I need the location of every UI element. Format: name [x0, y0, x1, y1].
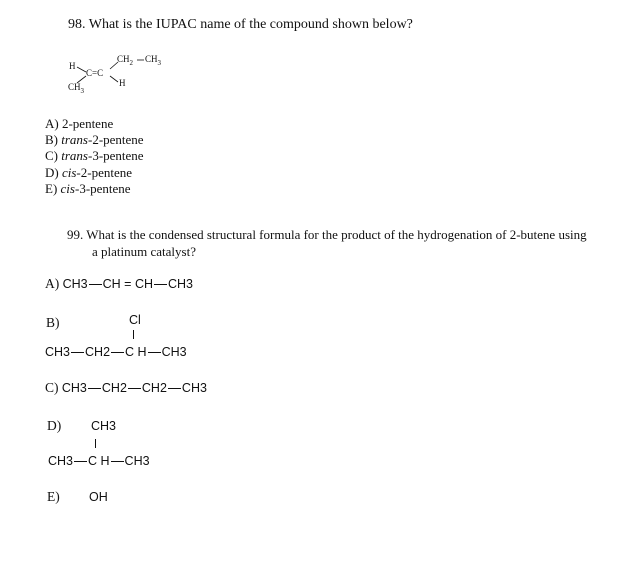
question-99-text: 99. What is the condensed structural formula for the product of the hydrogenation of 2-butene using a platinum catalyst?: [67, 227, 587, 259]
q99-answer-b-vertical-bond: [133, 330, 134, 339]
q98-answer-c: C) trans-3-pentene: [45, 148, 144, 163]
alkene-structure: [62, 52, 172, 96]
q98-answer-b: B) trans-2-pentene: [45, 132, 144, 147]
ch2-label: $CH_2$: [117, 54, 134, 67]
q99-answer-d-letter: D): [47, 418, 62, 433]
q99-answer-d-chain: CH3 C H CH3: [48, 454, 150, 468]
q99-answer-b-chain: CH3 CH2 C H CH3: [45, 345, 187, 359]
q99-answer-c: C) CH3 CH2 CH2 CH3: [45, 380, 207, 395]
q98-answer-e: E) cis-3-pentene: [45, 181, 131, 196]
c-double-bond-c: C=C: [86, 68, 104, 78]
ch3-left-label: $CH_3$: [68, 82, 85, 95]
h-left-label: H: [69, 61, 76, 71]
ch3-right-label: $CH_3$: [145, 54, 162, 67]
q99-answer-e-substituent: OH: [89, 490, 108, 504]
q99-answer-d-vertical-bond: [95, 439, 96, 448]
q99-answer-b-letter: B): [46, 315, 60, 330]
q99-answer-a: A) CH3 CH = CH CH3: [45, 276, 194, 291]
q99-answer-d-substituent: CH3: [91, 419, 117, 433]
question-98-text: 98. What is the IUPAC name of the compound shown below?: [68, 17, 413, 32]
q98-answer-a: A) 2-pentene: [45, 116, 114, 131]
q99-answer-e-letter: E): [47, 489, 60, 504]
h-right-label: H: [119, 78, 126, 88]
q98-answer-d: D) cis-2-pentene: [45, 165, 133, 180]
q99-answer-b-substituent: Cl: [129, 313, 141, 327]
